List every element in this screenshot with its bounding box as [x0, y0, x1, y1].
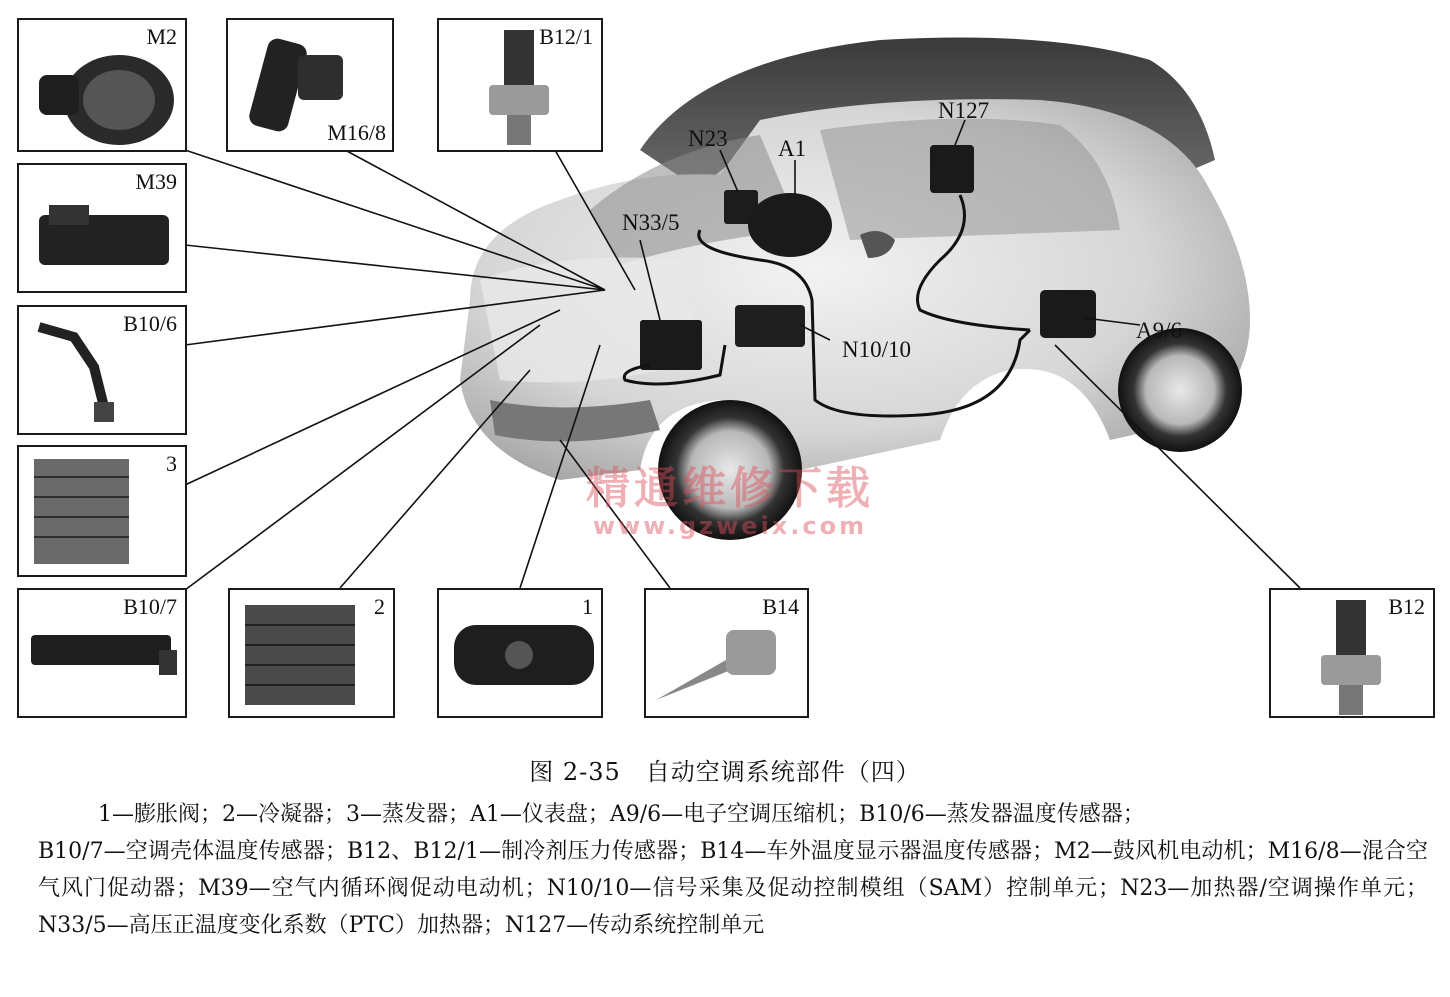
figure-legend — [38, 796, 1428, 944]
part-box-b14 — [644, 588, 809, 718]
callout-n127: N127 — [938, 98, 990, 123]
part-box-m39 — [17, 163, 187, 293]
expansion-valve-image — [439, 590, 603, 718]
label-1: 1 — [582, 594, 593, 619]
part-box-m2 — [17, 18, 187, 152]
comp-n33-5 — [640, 320, 702, 370]
part-box-3 — [17, 445, 187, 577]
comp-a9-6 — [1040, 290, 1096, 338]
comp-n127 — [930, 145, 974, 193]
comp-a1 — [748, 193, 832, 257]
label-b10-7: B10/7 — [123, 594, 177, 619]
label-m16-8: M16/8 — [327, 120, 386, 145]
callout-n23: N23 — [688, 126, 728, 151]
watermark-url: www.gzweix.com — [592, 512, 868, 540]
part-box-1 — [437, 588, 603, 718]
part-box-b12-1 — [437, 18, 603, 152]
part-box-2 — [228, 588, 395, 718]
callout-a9-6: A9/6 — [1136, 318, 1182, 343]
legend-rest: B10/7—空调壳体温度传感器；B12、B12/1—制冷剂压力传感器；B14—车外温度显示器温度传感器；M2—鼓风机电动机；M16/8—混合空气风门促动器；M39—空气内循环阀促动电动机；N10/10—信号采集及促动控制模组（SAM）控制单元；N23—加热器/空调操作单元；N33/5—高压正温度变化系数（PTC）加热器；N127—传动系统控制单元 — [38, 839, 1428, 938]
callout-a1: A1 — [778, 136, 807, 161]
label-b14: B14 — [762, 594, 799, 619]
label-m2: M2 — [146, 24, 177, 49]
label-b12-1: B12/1 — [539, 24, 593, 49]
condenser-image — [230, 590, 395, 718]
part-box-m16-8 — [226, 18, 394, 152]
watermark-text: 精通维修下载 — [586, 463, 874, 514]
callout-n10-10: N10/10 — [842, 337, 911, 362]
figure-caption: 图 2-35 自动空调系统部件（四） — [529, 758, 921, 786]
legend-line-1: 1—膨胀阀；2—冷凝器；3—蒸发器；A1—仪表盘；A9/6—电子空调压缩机；B10/6—蒸发器温度传感器； — [98, 802, 1145, 827]
callout-n33-5: N33/5 — [622, 210, 680, 235]
comp-n10-10 — [735, 305, 805, 347]
label-m39: M39 — [135, 169, 177, 194]
part-box-b10-7 — [17, 588, 187, 718]
label-b10-6: B10/6 — [123, 311, 177, 336]
part-box-b12 — [1269, 588, 1435, 718]
front-wheel — [658, 400, 802, 540]
label-b12: B12 — [1388, 594, 1425, 619]
evaporator-image — [19, 447, 187, 577]
label-3: 3 — [166, 451, 177, 476]
part-box-b10-6 — [17, 305, 187, 435]
rear-wheel — [1118, 328, 1242, 452]
label-2: 2 — [374, 594, 385, 619]
